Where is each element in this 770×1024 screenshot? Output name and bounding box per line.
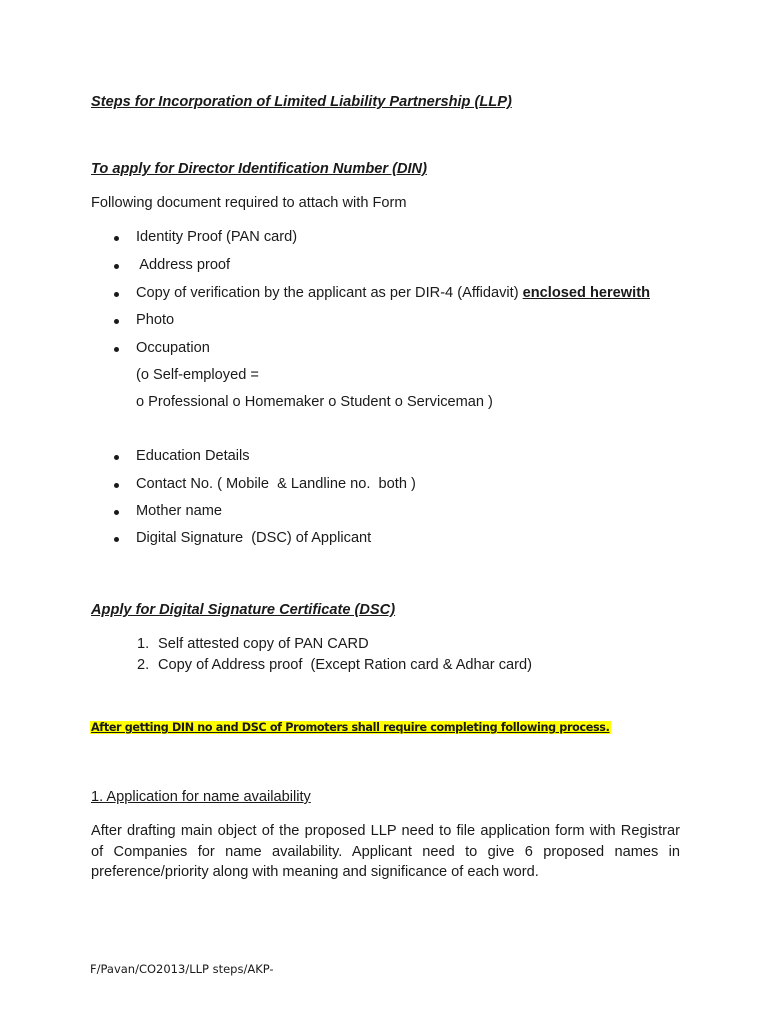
bullet-icon xyxy=(114,319,119,324)
list-item-text: Photo xyxy=(136,312,175,328)
bullet-icon xyxy=(114,455,119,460)
list-item-text: Contact No. ( Mobile & Landline no. both ) xyxy=(136,476,416,492)
list-item-text: Copy of Address proof (Except Ration card & Adhar card) xyxy=(158,657,532,673)
name-availability-paragraph: After drafting main object of the proposed LLP need to file application form with Registrar of Companies for name availability. Applicant need to give 6 proposed names in preference/priority along with meaning and significance of each word. xyxy=(91,823,680,880)
enclosed-herewith-emphasis: enclosed herewith xyxy=(522,285,650,301)
dsc-section-heading: Apply for Digital Signature Certificate (DSC) xyxy=(91,602,396,618)
bullet-icon xyxy=(114,537,119,542)
bullet-icon xyxy=(114,483,119,488)
din-intro-text: Following document required to attach with Form xyxy=(91,195,407,211)
affidavit-text: Copy of verification by the applicant as per DIR-4 (Affidavit) xyxy=(136,285,523,301)
bullet-icon xyxy=(114,292,119,297)
list-item-text: Address proof xyxy=(136,257,231,273)
document-footer-reference: F/Pavan/CO2013/LLP steps/AKP- xyxy=(90,962,274,976)
document-title: Steps for Incorporation of Limited Liability Partnership (LLP) xyxy=(91,94,512,110)
name-availability-heading: 1. Application for name availability xyxy=(91,789,311,805)
din-section-heading: To apply for Director Identification Number (DIN) xyxy=(91,161,427,177)
list-item-number: 2. xyxy=(137,657,150,673)
bullet-icon xyxy=(114,264,119,269)
highlighted-process-note: After getting DIN no and DSC of Promoters shall require completing following process. xyxy=(91,721,610,734)
bullet-icon xyxy=(114,236,119,241)
list-item-text: Self attested copy of PAN CARD xyxy=(158,636,369,652)
occupation-option-line-1: (o Self-employed = xyxy=(136,367,259,383)
list-item-text: Digital Signature (DSC) of Applicant xyxy=(136,530,372,546)
bullet-icon xyxy=(114,347,119,352)
list-item-text xyxy=(136,285,650,301)
list-item-text: Mother name xyxy=(136,503,222,519)
list-item-text: Education Details xyxy=(136,448,250,464)
bullet-icon xyxy=(114,510,119,515)
occupation-option-line-2: o Professional o Homemaker o Student o Serviceman ) xyxy=(136,394,493,410)
list-item-text: Occupation xyxy=(136,340,210,356)
list-item-number: 1. xyxy=(137,636,150,652)
list-item-text: Identity Proof (PAN card) xyxy=(136,229,298,245)
